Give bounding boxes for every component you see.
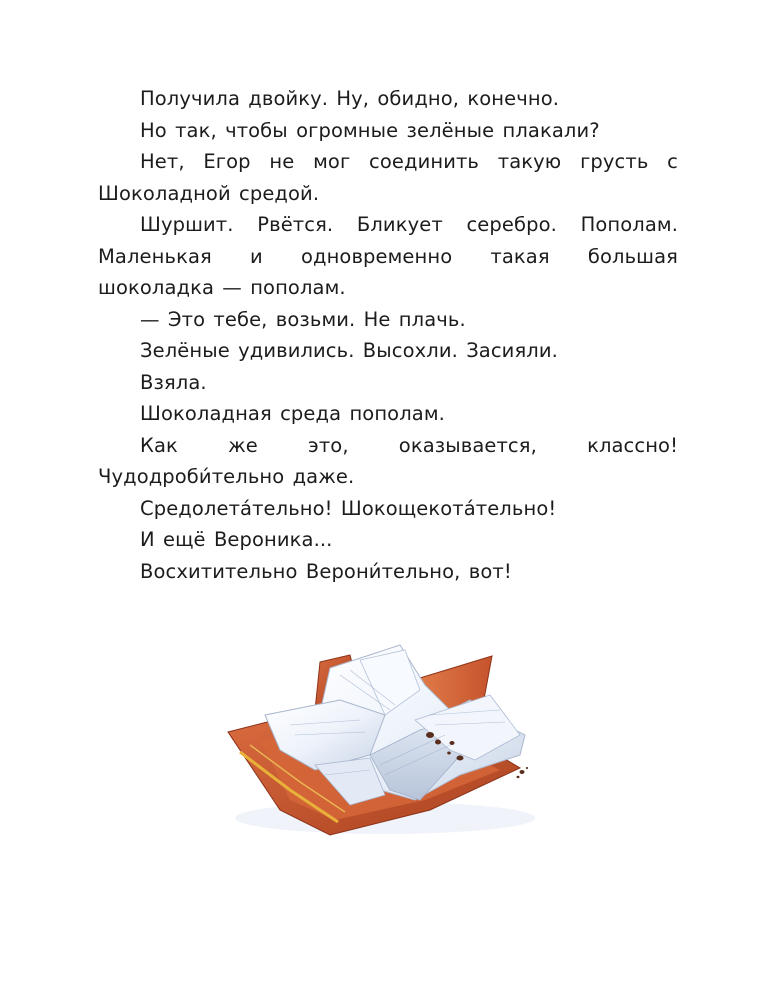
paragraph: Как же это, оказывается, классно! Чудодроби́тельно даже.	[98, 433, 678, 488]
crumb	[526, 767, 528, 769]
crumb	[450, 741, 455, 745]
chocolate-wrapper-illustration	[220, 640, 550, 845]
crumb	[457, 756, 464, 761]
paragraph: Шуршит. Рвётся. Бликует серебро. Пополам. Маленькая и одновременно такая большая шоколадка — пополам.	[98, 213, 678, 299]
crumb	[426, 732, 434, 738]
paragraph: — Это тебе, возьми. Не плачь.	[140, 307, 466, 331]
paragraph: Зелёные удивились. Высохли. Засияли.	[140, 339, 558, 362]
paragraph: Шоколадная среда пополам.	[140, 402, 445, 425]
paragraph: Но так, чтобы огромные зелёные плакали?	[140, 118, 600, 142]
paragraph: И ещё Вероника...	[140, 528, 333, 551]
paragraph: Восхитительно Верони́тельно, вот!	[140, 559, 512, 583]
crumb	[435, 740, 441, 745]
crumb	[520, 770, 525, 774]
crumb	[447, 752, 451, 755]
paragraph: Получила двойку. Ну, обидно, конечно.	[140, 87, 560, 110]
story-text	[98, 83, 678, 587]
paragraph: Взяла.	[140, 370, 207, 394]
crumb	[517, 776, 520, 778]
paragraph: Нет, Егор не мог соединить такую грусть с Шоколадной средой.	[98, 150, 678, 205]
paragraph: Средолета́тельно! Шокощекота́тельно!	[140, 496, 557, 520]
